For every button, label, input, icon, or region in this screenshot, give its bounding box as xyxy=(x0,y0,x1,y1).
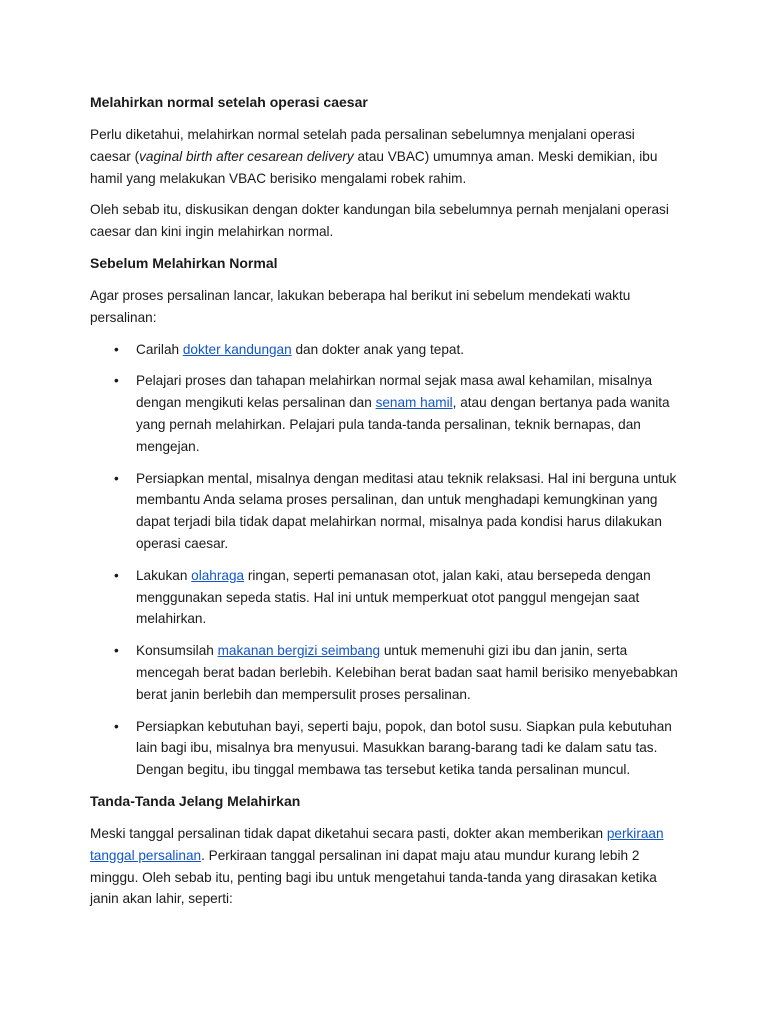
list-item xyxy=(114,468,678,555)
text-span: Meski tanggal persalinan tidak dapat diketahui secara pasti, dokter akan memberikan xyxy=(90,825,607,841)
preparation-list xyxy=(90,339,678,781)
list-item xyxy=(114,339,678,361)
bullet-icon: • xyxy=(114,470,119,486)
paragraph-vbac-intro xyxy=(90,124,678,189)
bullet-icon: • xyxy=(114,373,119,389)
bullet-icon: • xyxy=(114,718,119,734)
list-item xyxy=(114,370,678,457)
text-span: Persiapkan kebutuhan bayi, seperti baju, popok, dan botol susu. Siapkan pula kebutuhan lain bagi ibu, misalnya bra menyusui. Masukkan barang-barang tadi ke dalam satu tas. Dengan begitu, ibu tinggal membawa tas tersebut ketika tanda persalinan muncul. xyxy=(136,718,672,778)
text-span: Lakukan xyxy=(136,567,192,583)
link-dokter-kandungan[interactable]: dokter kandungan xyxy=(182,341,292,357)
link-perkiraan-tanggal[interactable]: perkiraan tanggal persalinan xyxy=(90,825,664,863)
text-span: atau VBAC) umumnya aman. Meski demikian, ibu hamil yang melakukan VBAC berisiko mengalami robek rahim. xyxy=(90,148,658,186)
italic-term: vaginal birth after cesarean delivery xyxy=(139,148,354,164)
paragraph-signs-intro xyxy=(90,823,678,910)
bullet-icon: • xyxy=(114,567,119,583)
bullet-icon: • xyxy=(114,341,119,357)
text-span: Pelajari proses dan tahapan melahirkan normal sejak masa awal kehamilan, misalnya dengan mengikuti kelas persalinan dan xyxy=(136,373,653,411)
list-item xyxy=(114,565,678,630)
list-item xyxy=(114,716,678,781)
link-olahraga[interactable]: olahraga xyxy=(191,567,245,583)
text-span: Persiapkan mental, misalnya dengan meditasi atau teknik relaksasi. Hal ini berguna untuk membantu Anda selama proses persalinan, dan untuk menghadapi kemungkinan yang dapat terjadi bila tidak dapat melahirkan normal, misalnya pada kondisi harus dilakukan operasi caesar. xyxy=(136,470,677,551)
text-span: ringan, seperti pemanasan otot, jalan kaki, atau bersepeda dengan menggunakan sepeda statis. Hal ini untuk memperkuat otot panggul mengejan saat melahirkan. xyxy=(136,567,651,627)
text-span: Perlu diketahui, melahirkan normal setelah pada persalinan sebelumnya menjalani operasi caesar ( xyxy=(90,127,635,164)
link-makanan-bergizi[interactable]: makanan bergizi seimbang xyxy=(217,643,381,659)
list-item xyxy=(114,640,678,705)
bullet-icon: • xyxy=(114,643,119,659)
text-span: untuk memenuhi gizi ibu dan janin, serta mencegah berat badan berlebih. Kelebihan berat badan saat hamil berisiko menyebabkan berat janin berlebih dan mempersulit proses persalinan. xyxy=(136,643,678,702)
paragraph-vbac-advice: Oleh sebab itu, diskusikan dengan dokter kandungan bila sebelumnya pernah menjalani operasi caesar dan kini ingin melahirkan normal. xyxy=(90,202,669,240)
text-span: Carilah xyxy=(136,341,183,357)
section-heading-signs: Tanda-Tanda Jelang Melahirkan xyxy=(90,792,301,809)
section-heading-before-birth: Sebelum Melahirkan Normal xyxy=(90,254,278,271)
text-span: , atau dengan bertanya pada wanita yang pernah melahirkan. Pelajari pula tanda-tanda persalinan, teknik bernapas, dan mengejan. xyxy=(136,395,670,454)
text-span: Konsumsilah xyxy=(136,643,218,659)
paragraph-before-birth-intro: Agar proses persalinan lancar, lakukan beberapa hal berikut ini sebelum mendekati waktu persalinan: xyxy=(90,287,631,325)
text-span: . Perkiraan tanggal persalinan ini dapat maju atau mundur kurang lebih 2 minggu. Oleh sebab itu, penting bagi ibu untuk mengetahui tanda-tanda yang dirasakan ketika janin akan lahir, seperti: xyxy=(90,847,657,907)
link-senam-hamil[interactable]: senam hamil xyxy=(375,395,453,411)
text-span: dan dokter anak yang tepat. xyxy=(291,341,464,357)
section-heading-vbac: Melahirkan normal setelah operasi caesar xyxy=(90,94,368,110)
